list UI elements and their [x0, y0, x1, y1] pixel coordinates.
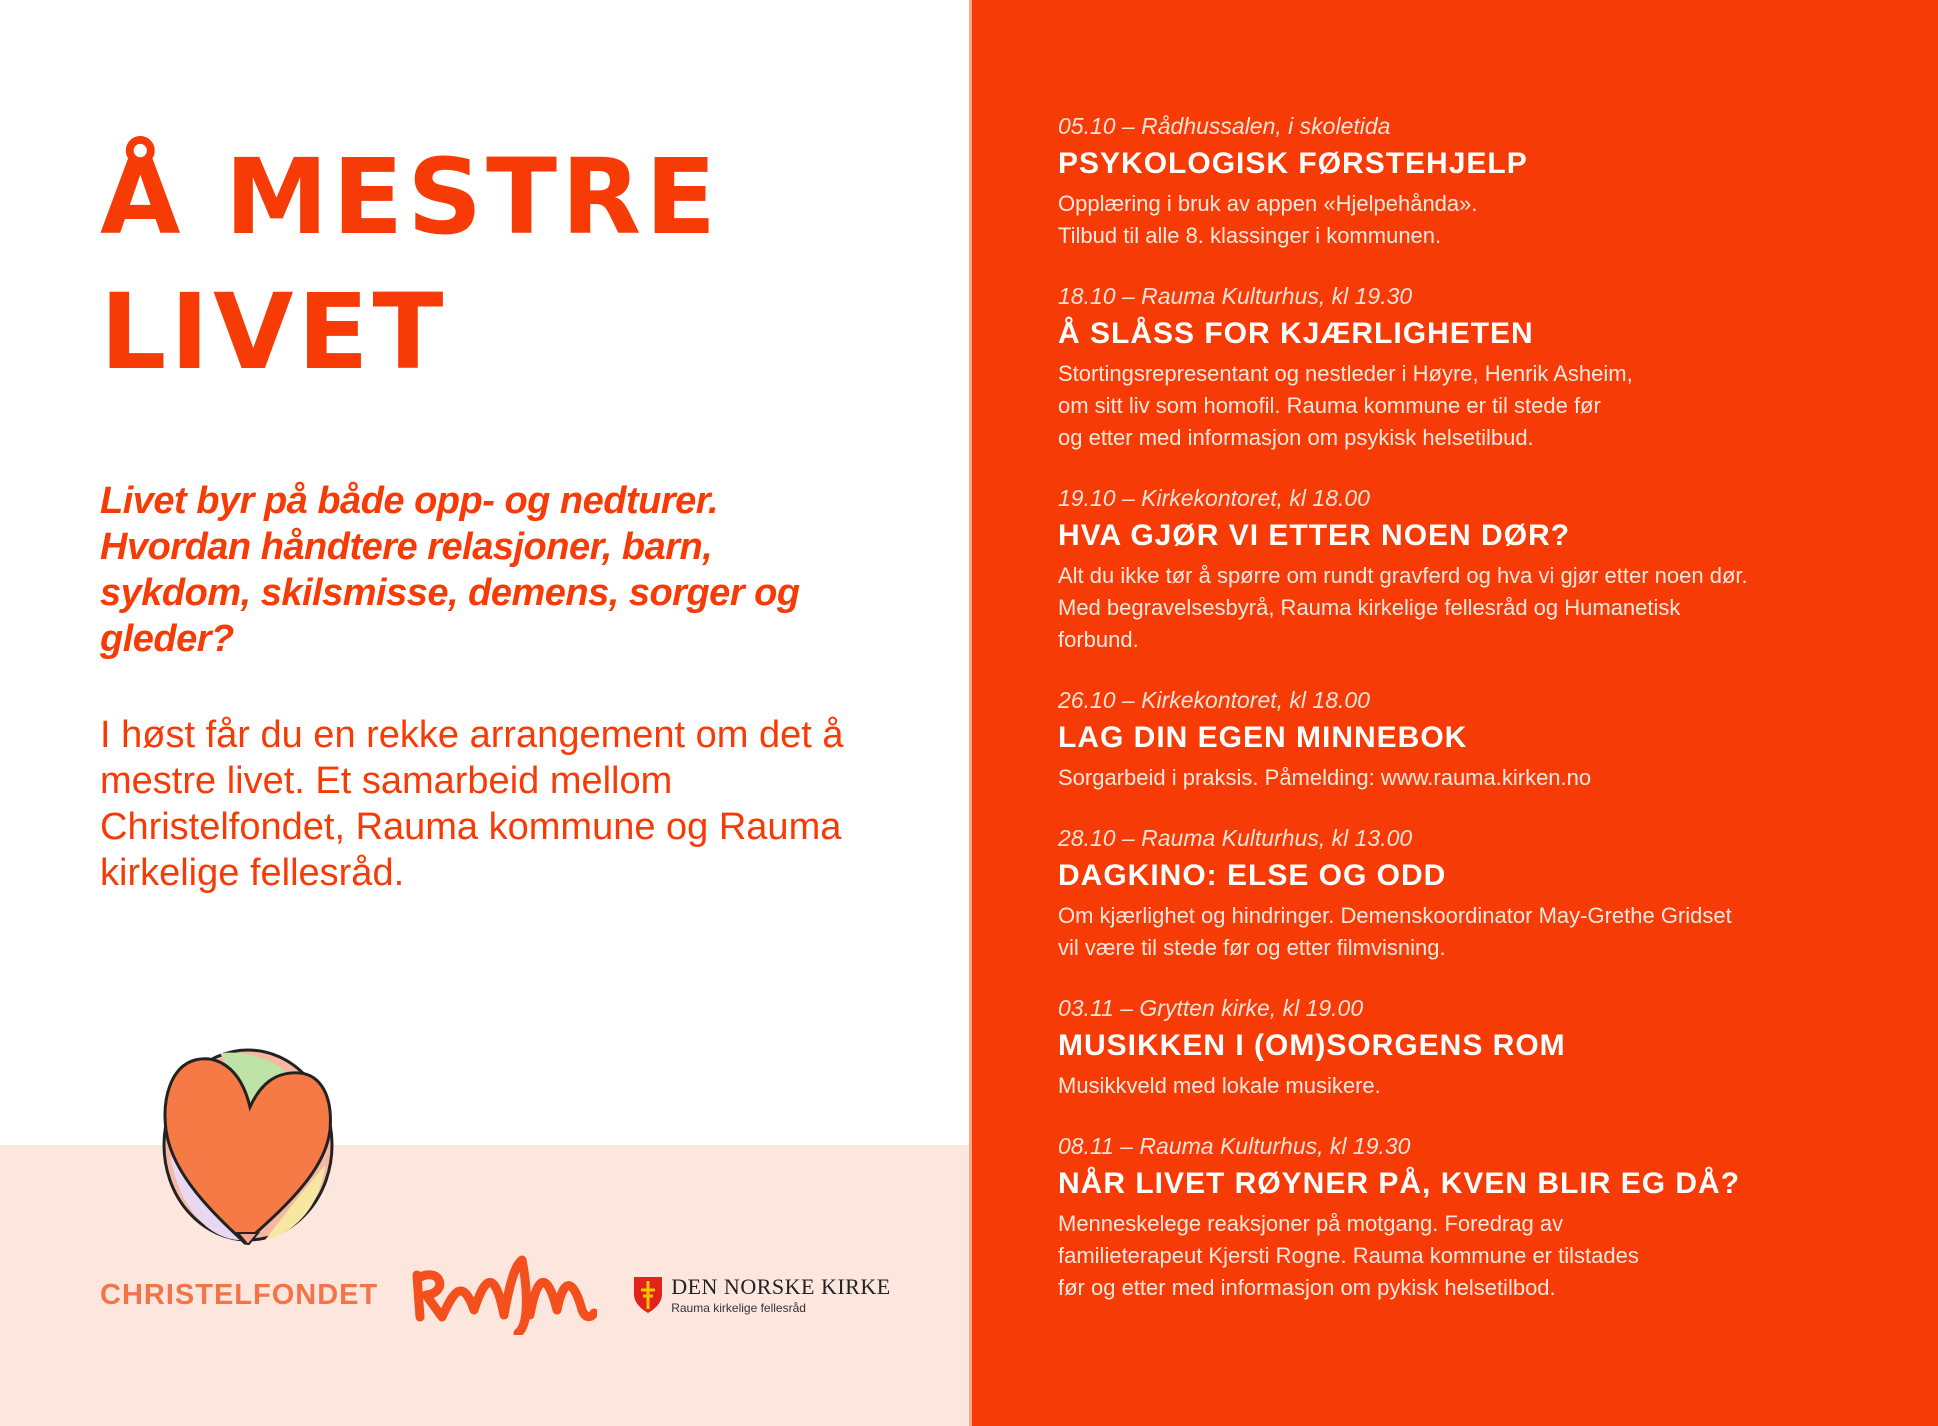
- event-when: 08.11 – Rauma Kulturhus, kl 19.30: [1058, 1133, 1411, 1159]
- event-description: Sorgarbeid i praksis. Påmelding: www.rauma.kirken.no: [1058, 765, 1592, 790]
- event-name: DAGKINO: ELSE OG ODD: [1058, 859, 1447, 892]
- partner-logos: [100, 1255, 891, 1335]
- event-when: 19.10 – Kirkekontoret, kl 18.00: [1058, 485, 1370, 511]
- event-item: [1058, 484, 1898, 656]
- event-when: 26.10 – Kirkekontoret, kl 18.00: [1058, 687, 1370, 713]
- kirke-name: DEN NORSKE KIRKE: [671, 1273, 891, 1299]
- event-item: [1058, 994, 1898, 1102]
- event-when: 05.10 – Rådhussalen, i skoletida: [1058, 113, 1391, 139]
- kirke-subtitle: Rauma kirkelige fellesråd: [671, 1300, 806, 1315]
- event-name: MUSIKKEN I (OM)SORGENS ROM: [1058, 1029, 1566, 1062]
- page-title: [100, 130, 720, 400]
- christelfondet-logo: CHRISTELFONDET: [100, 1278, 379, 1311]
- event-name: PSYKOLOGISK FØRSTEHJELP: [1058, 147, 1528, 180]
- event-item: [1058, 686, 1898, 794]
- event-description: Musikkveld med lokale musikere.: [1058, 1073, 1381, 1098]
- event-item: [1058, 112, 1898, 252]
- church-shield-icon: [633, 1276, 663, 1314]
- events-panel: [969, 0, 1938, 1426]
- event-description: Om kjærlighet og hindringer. Demenskoordinator May-Grethe Gridset vil være til stede før og etter filmvisning.: [1058, 903, 1732, 960]
- event-description: Menneskelege reaksjoner på motgang. Foredrag av familieterapeut Kjersti Rogne. Rauma kommune er tilstades før og etter med informasjon om pykisk helsetilbod.: [1058, 1211, 1639, 1300]
- event-list: [1058, 112, 1898, 1334]
- title-line-2: LIVET: [100, 271, 448, 393]
- title-line-1: Å MESTRE: [100, 136, 721, 258]
- event-item: [1058, 282, 1898, 454]
- heart-logo-icon: [160, 1045, 340, 1245]
- event-when: 28.10 – Rauma Kulturhus, kl 13.00: [1058, 825, 1413, 851]
- event-when: 18.10 – Rauma Kulturhus, kl 19.30: [1058, 283, 1413, 309]
- event-item: [1058, 1132, 1898, 1304]
- event-name: LAG DIN EGEN MINNEBOK: [1058, 721, 1468, 754]
- event-name: HVA GJØR VI ETTER NOEN DØR?: [1058, 519, 1571, 552]
- event-description: Opplæring i bruk av appen «Hjelpehånda». Tilbud til alle 8. klassinger i kommunen.: [1058, 191, 1478, 248]
- event-description: Stortingsrepresentant og nestleder i Høyre, Henrik Asheim, om sitt liv som homofil. Rauma kommune er til stede før og etter med informasjon om psykisk helsetilbud.: [1058, 361, 1633, 450]
- event-description: Alt du ikke tør å spørre om rundt gravferd og hva vi gjør etter noen dør. Med begravelsesbyrå, Rauma kirkelige fellesråd og Humanetisk forbund.: [1058, 563, 1748, 652]
- event-name: NÅR LIVET RØYNER PÅ, KVEN BLIR EG DÅ?: [1058, 1167, 1741, 1200]
- event-name: Å SLÅSS FOR KJÆRLIGHETEN: [1058, 317, 1534, 350]
- lead-paragraph: Livet byr på både opp- og nedturer. Hvordan håndtere relasjoner, barn, sykdom, skilsmisse, demens, sorger og gleder?: [100, 480, 800, 660]
- intro-paragraph: I høst får du en rekke arrangement om det å mestre livet. Et samarbeid mellom Christelfondet, Rauma kommune og Rauma kirkelige fellesråd.: [100, 714, 844, 894]
- den-norske-kirke-logo: [633, 1273, 891, 1315]
- event-when: 03.11 – Grytten kirke, kl 19.00: [1058, 995, 1364, 1021]
- event-item: [1058, 824, 1898, 964]
- rauma-logo-icon: [412, 1255, 597, 1335]
